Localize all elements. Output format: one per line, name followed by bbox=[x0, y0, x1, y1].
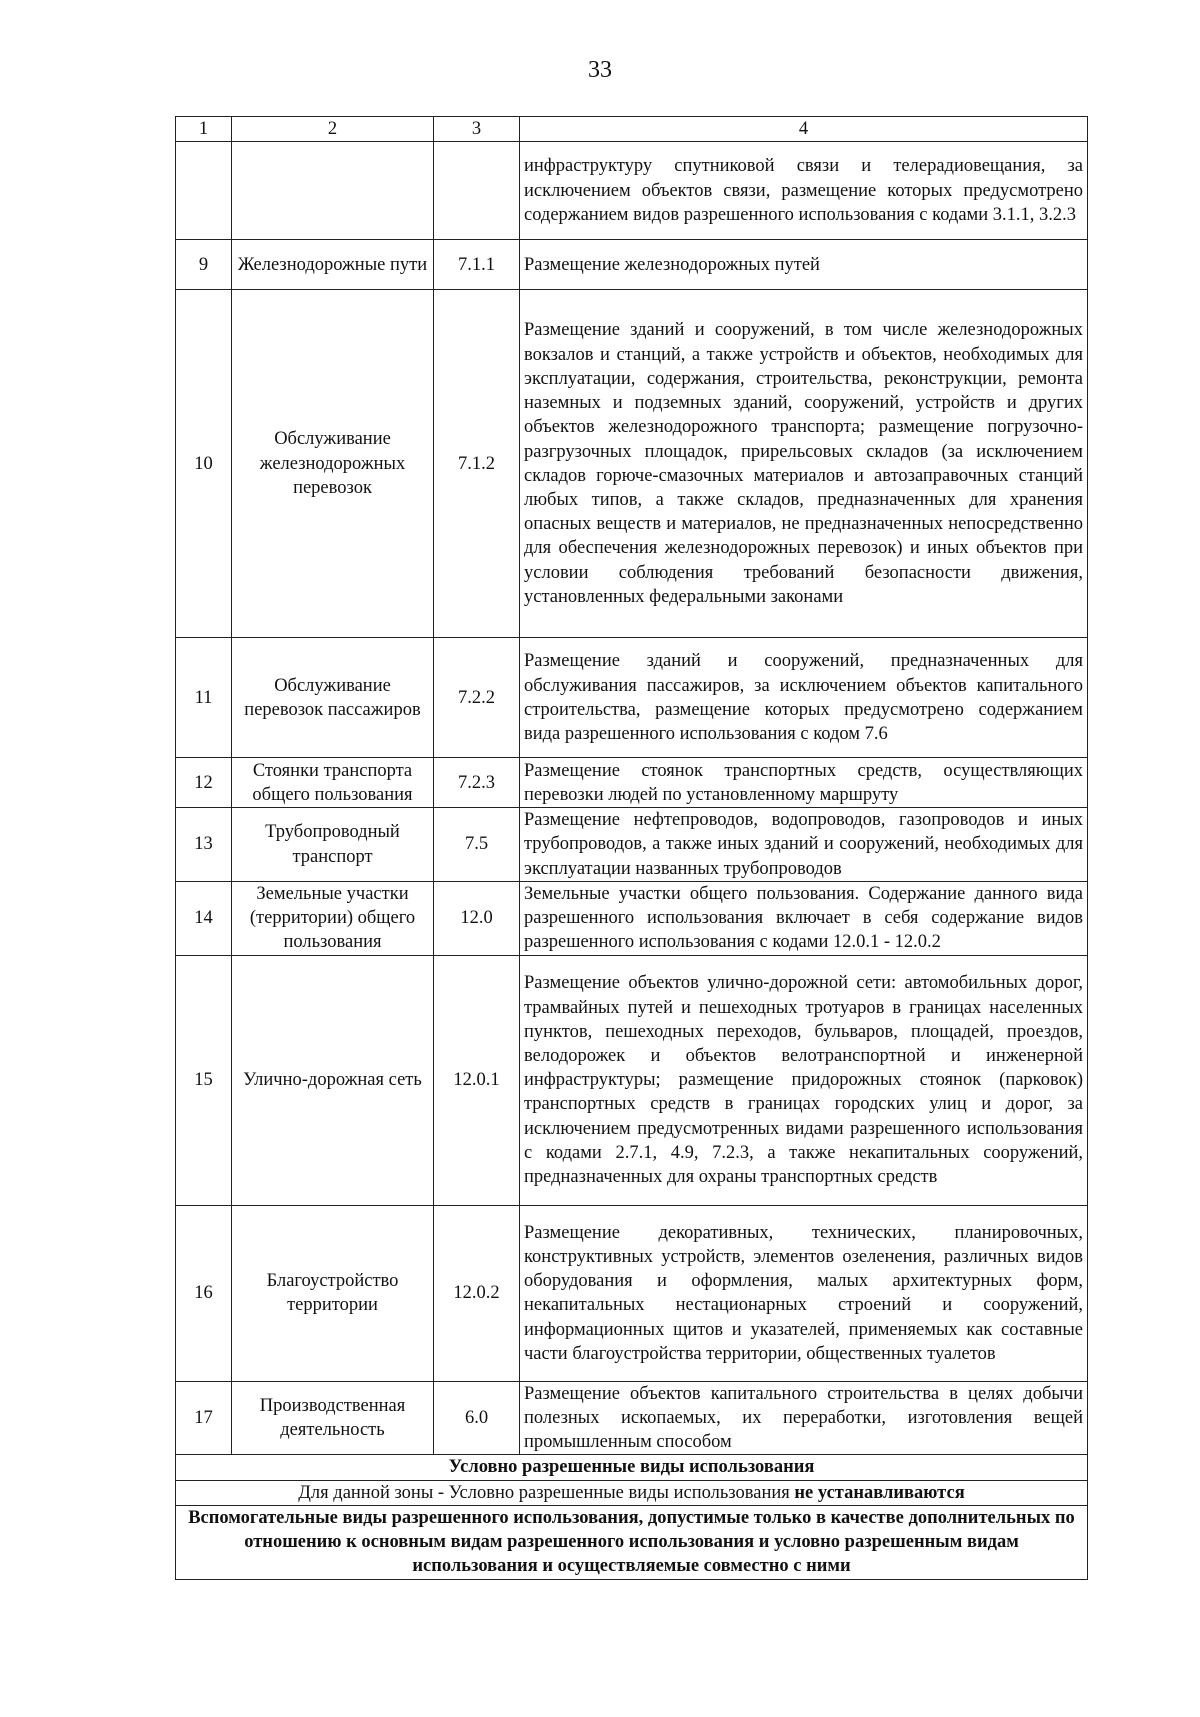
use-type-description: Размещение декоративных, технических, планировочных, конструктивных устройств, элементов озеленения, различных видов оборудования и оформления, малых архитектурных форм, некапитальных нестационарных строений и сооружений, информационных щитов и указателей, применяемых как составные части благоустройства территории, общественных туалетов bbox=[520, 1205, 1088, 1381]
header-col-1: 1 bbox=[176, 117, 232, 142]
table-row bbox=[176, 1205, 1088, 1381]
continuation-code bbox=[434, 142, 520, 240]
table-row bbox=[176, 1381, 1088, 1455]
use-type-description: Размещение железнодорожных путей bbox=[520, 240, 1088, 290]
row-number: 17 bbox=[176, 1381, 232, 1455]
table-row bbox=[176, 240, 1088, 290]
use-type-description: Размещение объектов капитального строительства в целях добычи полезных ископаемых, их переработки, изготовления вещей промышленным способом bbox=[520, 1381, 1088, 1455]
use-type-code: 7.1.1 bbox=[434, 240, 520, 290]
use-type-name: Трубопроводный транспорт bbox=[232, 808, 434, 882]
continuation-num bbox=[176, 142, 232, 240]
land-use-table bbox=[175, 116, 1088, 1580]
auxiliary-uses-heading: Вспомогательные виды разрешенного использования, допустимые только в качестве дополнительных по отношению к основным видам разрешенного использования и условно разрешенным видам использования и осуществляемые совместно с ними bbox=[176, 1505, 1088, 1579]
conditional-uses-heading-row bbox=[176, 1455, 1088, 1480]
continuation-row bbox=[176, 142, 1088, 240]
use-type-code: 7.2.2 bbox=[434, 638, 520, 758]
auxiliary-uses-heading-row bbox=[176, 1505, 1088, 1579]
table-row bbox=[176, 758, 1088, 808]
row-number: 9 bbox=[176, 240, 232, 290]
zone-note-text: Для данной зоны - Условно разрешенные виды использования bbox=[298, 1482, 795, 1503]
use-type-description: Земельные участки общего пользования. Содержание данного вида разрешенного использования включает в себя содержание видов разрешенного использования с кодами 12.0.1 - 12.0.2 bbox=[520, 881, 1088, 955]
use-type-description: Размещение нефтепроводов, водопроводов, газопроводов и иных трубопроводов, а также иных зданий и сооружений, необходимых для эксплуатации названных трубопроводов bbox=[520, 808, 1088, 882]
use-type-code: 12.0.2 bbox=[434, 1205, 520, 1381]
use-type-description: Размещение стоянок транспортных средств, осуществляющих перевозки людей по установленному маршруту bbox=[520, 758, 1088, 808]
table-row bbox=[176, 638, 1088, 758]
use-type-code: 6.0 bbox=[434, 1381, 520, 1455]
header-col-4: 4 bbox=[520, 117, 1088, 142]
use-type-name: Благоустройство территории bbox=[232, 1205, 434, 1381]
continuation-name bbox=[232, 142, 434, 240]
row-number: 10 bbox=[176, 290, 232, 638]
row-number: 13 bbox=[176, 808, 232, 882]
use-type-code: 7.1.2 bbox=[434, 290, 520, 638]
row-number: 16 bbox=[176, 1205, 232, 1381]
use-type-code: 12.0 bbox=[434, 881, 520, 955]
table-row bbox=[176, 808, 1088, 882]
page-number: 33 bbox=[588, 57, 612, 83]
row-number: 12 bbox=[176, 758, 232, 808]
use-type-name: Обслуживание перевозок пассажиров bbox=[232, 638, 434, 758]
use-type-description: Размещение зданий и сооружений, в том числе железнодорожных вокзалов и станций, а также устройств и объектов, необходимых для эксплуатации, содержания, строительства, реконструкции, ремонта наземных и подземных зданий, сооружений, устройств и других объектов железнодорожного транспорта; размещение погрузочно-разгрузочных площадок, прирельсовых складов (за исключением складов горюче-смазочных материалов и автозаправочных станций любых типов, а также складов, предназначенных для хранения опасных веществ и материалов, не предназначенных непосредственно для обеспечения железнодорожных перевозок) и иных объектов при условии соблюдения требований безопасности движения, установленных федеральными законами bbox=[520, 290, 1088, 638]
use-type-code: 7.5 bbox=[434, 808, 520, 882]
zone-note-row bbox=[176, 1480, 1088, 1505]
conditional-uses-heading: Условно разрешенные виды использования bbox=[176, 1455, 1088, 1480]
table-row bbox=[176, 955, 1088, 1205]
table-row bbox=[176, 881, 1088, 955]
header-col-3: 3 bbox=[434, 117, 520, 142]
use-type-name: Улично-дорожная сеть bbox=[232, 955, 434, 1205]
zone-note bbox=[176, 1480, 1088, 1505]
header-col-2: 2 bbox=[232, 117, 434, 142]
zone-note-emphasis: не устанавливаются bbox=[794, 1482, 965, 1503]
use-type-code: 7.2.3 bbox=[434, 758, 520, 808]
use-type-name: Железнодорожные пути bbox=[232, 240, 434, 290]
header-row bbox=[176, 117, 1088, 142]
row-number: 14 bbox=[176, 881, 232, 955]
use-type-name: Обслуживание железнодорожных перевозок bbox=[232, 290, 434, 638]
use-type-code: 12.0.1 bbox=[434, 955, 520, 1205]
use-type-name: Стоянки транспорта общего пользования bbox=[232, 758, 434, 808]
row-number: 15 bbox=[176, 955, 232, 1205]
use-type-description: Размещение зданий и сооружений, предназначенных для обслуживания пассажиров, за исключением объектов капитального строительства, размещение которых предусмотрено содержанием вида разрешенного использования с кодом 7.6 bbox=[520, 638, 1088, 758]
use-type-name: Производственная деятельность bbox=[232, 1381, 434, 1455]
use-type-name: Земельные участки (территории) общего пользования bbox=[232, 881, 434, 955]
table-row bbox=[176, 290, 1088, 638]
row-number: 11 bbox=[176, 638, 232, 758]
use-type-description: Размещение объектов улично-дорожной сети: автомобильных дорог, трамвайных путей и пешеходных тротуаров в границах населенных пунктов, пешеходных переходов, бульваров, площадей, проездов, велодорожек и объектов велотранспортной и инженерной инфраструктуры; размещение придорожных стоянок (парковок) транспортных средств в границах городских улиц и дорог, за исключением предусмотренных видами разрешенного использования с кодами 2.7.1, 4.9, 7.2.3, а также некапитальных сооружений, предназначенных для охраны транспортных средств bbox=[520, 955, 1088, 1205]
continuation-description: инфраструктуру спутниковой связи и телерадиовещания, за исключением объектов связи, размещение которых предусмотрено содержанием видов разрешенного использования с кодами 3.1.1, 3.2.3 bbox=[520, 142, 1088, 240]
